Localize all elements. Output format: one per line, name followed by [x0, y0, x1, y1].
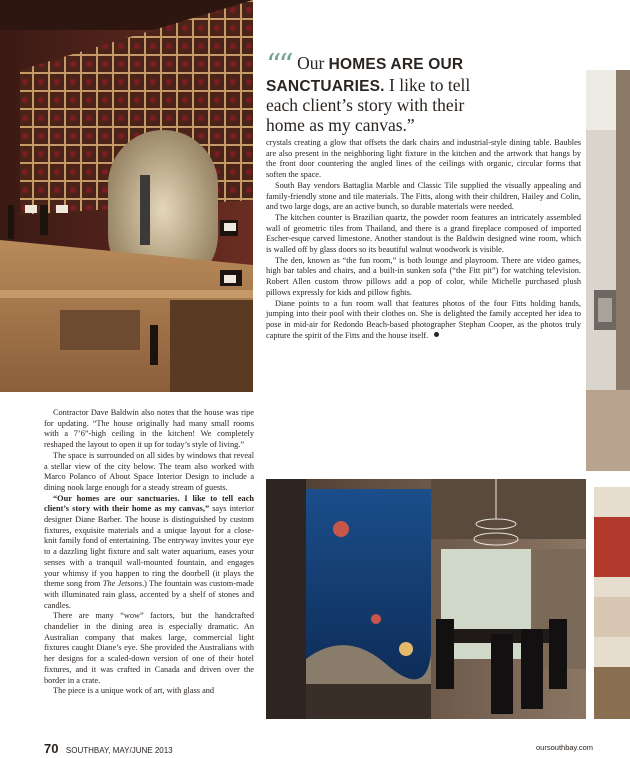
- paragraph: The space is surrounded on all sides by windows that reveal a stellar view of the city below. The team also worked with Marco Polanco of About Space Interior Design to include a dining nook large enough for a steady stream of guests.: [44, 450, 254, 492]
- paragraph: “Our homes are our sanctuaries. I like to tell each client’s story with their home as my canvas,” says interior designer Diane Barber. The house is distinguished by custom fixtures, exquisite materials and a unique layout for a close-knit family fond of entertaining. The entryway invites your eye to a dazzling light fixture and salt water aquarium, eases your senses with a tranquil wall-mounted fountain, and engages your whimsy if you happen to ring the doorbell (it plays the theme song from The Jetsons.) The fountain was custom-made with illuminated rain glass, accented by a shelf of stones and candles.: [44, 493, 254, 610]
- wine-cellar-photo: [0, 0, 253, 392]
- body-column-right: [266, 138, 581, 341]
- paragraph-last: Diane points to a fun room wall that features photos of the four Fitts holding hands, jumping into their pool with their clothes on. She is delighted the family accepted her idea to pose in mid-air for Redondo Beach-based photographer Stephan Cooper, as the photos truly capture the spirit of the Fitts and the house itself.: [266, 298, 581, 340]
- pull-quote-lead: Our: [297, 53, 325, 73]
- paragraph: The piece is a unique work of art, with glass and: [53, 686, 215, 696]
- pull-quote-rest: I like to tell each client’s story with their home as my canvas.”: [266, 74, 471, 135]
- aquarium-dining-photo: [266, 479, 586, 719]
- side-room-photo: [594, 487, 630, 719]
- end-mark-icon: [434, 332, 439, 337]
- paragraph: The den, known as “the fun room,” is both lounge and playroom. There are video games, high bar tables and chairs, and a built-in sunken sofa (“the Fitt pit”) for watching television. Robert Allen custom throw pillows add a pop of color, while Michelle purchased plush pillows expressly for kids and pillow fights.: [266, 255, 581, 297]
- hallway-photo: [586, 70, 630, 471]
- page-footer: [44, 740, 173, 758]
- paragraph: The kitchen counter is Brazilian quartz, the powder room features an intricately assembled wall of geometric tiles from Thailand, and there is a grand fireplace composed of imported Escher-esque carved limestone. Another standout is the Baldwin designed wine room, which is walled off by glass doors so its beautiful walnut woodwork is visible.: [266, 212, 581, 255]
- pull-quote: [266, 48, 482, 135]
- paragraph: Contractor Dave Baldwin also notes that the house was ripe for updating. “The house originally had many small rooms with a 7’6”-high ceiling in the kitchen! We completely reshaped the layout to open it up for today’s style of living.”: [44, 408, 254, 450]
- italic-title: The Jetsons: [102, 579, 143, 589]
- website-url[interactable]: oursouthbay.com: [536, 743, 593, 752]
- pull-quote-strong: HOMES ARE OUR SANCTUARIES.: [266, 56, 464, 95]
- page-number: 70: [44, 741, 59, 756]
- paragraph: There are many “wow” factors, but the handcrafted chandelier in the dining area is especially dramatic. An Australian company that makes large, commercial light fixtures caught Diane’s eye. She provided the Australians with her designs for a scaled-down version of one of their hotel fixtures, and it was crafted in Canada and driven over the border in a crate.: [44, 611, 254, 685]
- paragraph: crystals creating a glow that offsets the dark chairs and industrial-style dining table. Baubles are also present in the neighboring light fixture in the kitchen and the artwork that hangs by the front door countering the angled lines of the ceilings with organic, circular forms that soften the space.: [266, 138, 581, 180]
- quote-mark-icon: ““: [266, 48, 291, 83]
- magazine-issue: SOUTHBAY, MAY/JUNE 2013: [65, 746, 173, 755]
- body-column-left: [44, 408, 254, 697]
- paragraph: South Bay vendors Battaglia Marble and Classic Tile supplied the visually appealing and family-friendly stone and tile materials. The Fitts, along with their children, Hailey and Colin, and two large dogs, are an active bunch, so durable materials were needed.: [266, 180, 581, 212]
- bold-lead: “Our homes are our sanctuaries. I like to tell each client’s story with their home as my canvas,”: [44, 493, 254, 514]
